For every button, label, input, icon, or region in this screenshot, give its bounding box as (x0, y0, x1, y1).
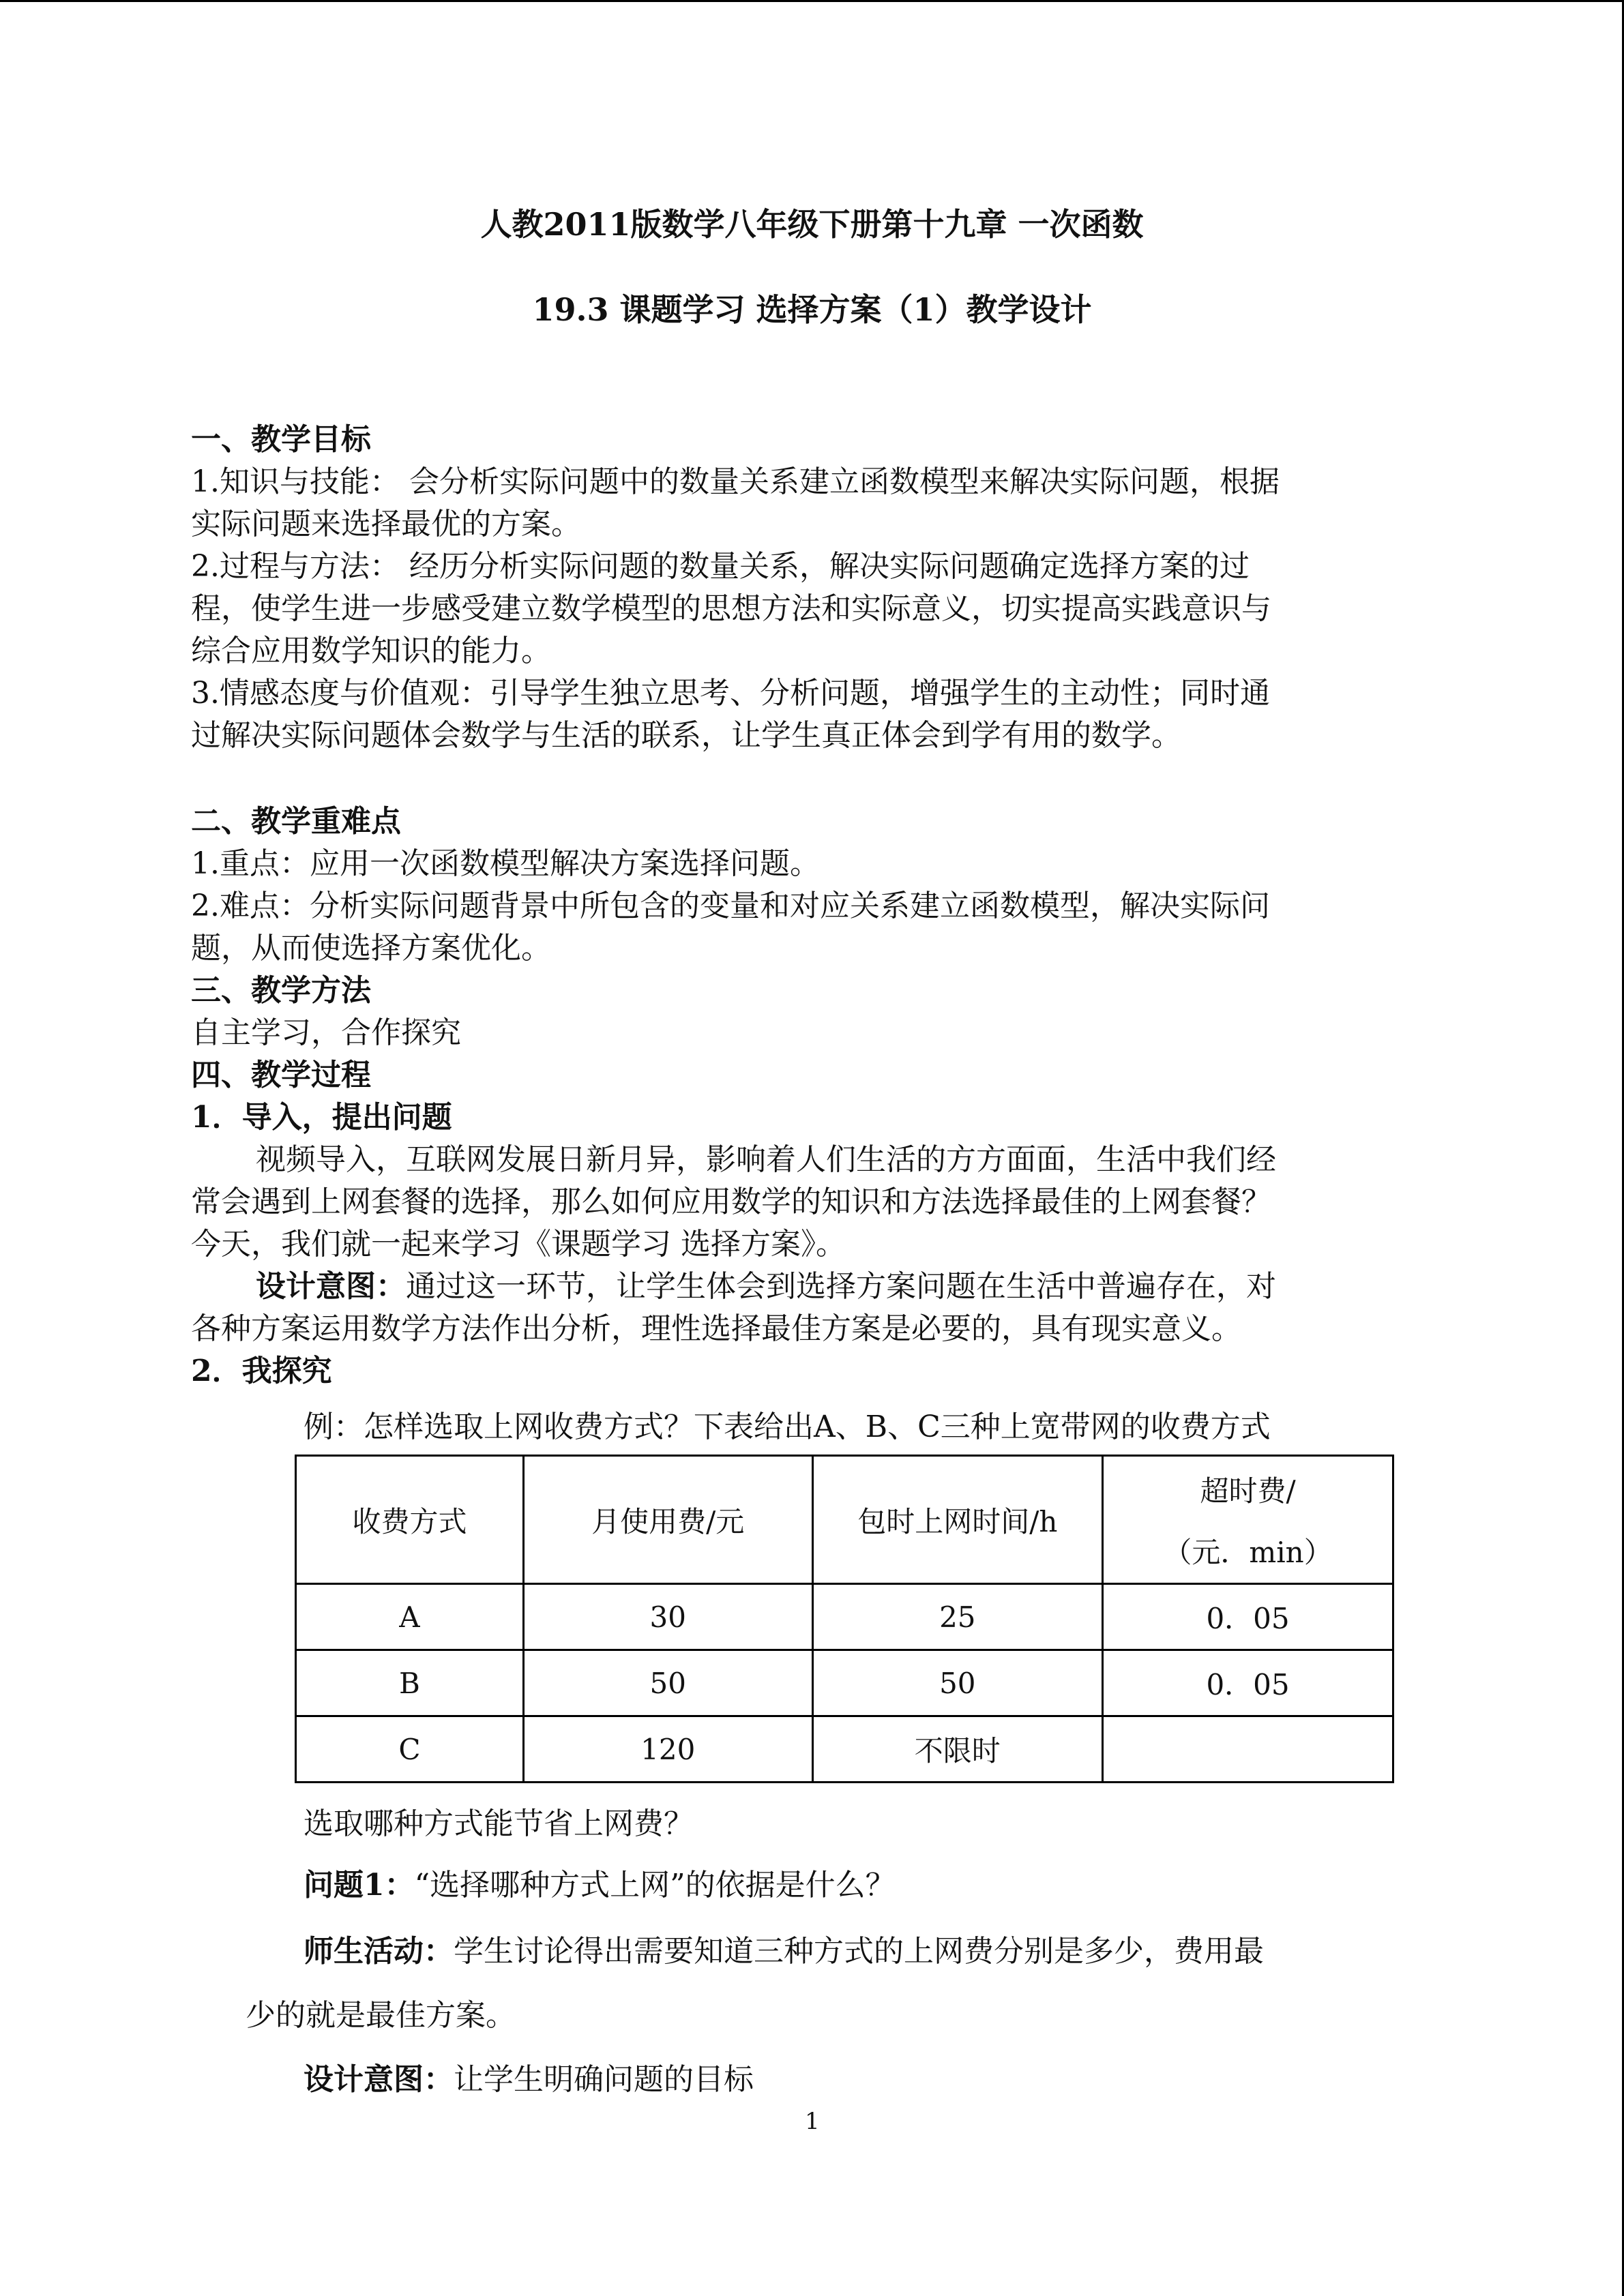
paragraph-line: 2.难点：分析实际问题背景中所包含的变量和对应关系建立函数模型，解决实际问 (191, 889, 1270, 923)
table-cell: 0．05 (1103, 1650, 1393, 1716)
activity-text: 学生讨论得出需要知道三种方式的上网费分别是多少，费用最 (454, 1934, 1264, 1969)
page-number: 1 (805, 2108, 820, 2135)
table-row (296, 1716, 1393, 1783)
table-row (296, 1650, 1393, 1716)
paragraph-line: 过解决实际问题体会数学与生活的联系，让学生真正体会到学有用的数学。 (191, 718, 1181, 753)
design-intent-label: 设计意图： (256, 1269, 406, 1304)
header-overtime-label: 超时费/ (1200, 1474, 1296, 1508)
paragraph-line: 程，使学生进一步感受建立数学模型的思想方法和实际意义，切实提高实践意识与 (191, 591, 1271, 626)
design-intent-line (304, 2055, 754, 2098)
activity-line (304, 1926, 1264, 1970)
table-row (296, 1584, 1393, 1650)
paragraph-line: 各种方案运用数学方法作出分析，理性选择最佳方案是必要的，具有现实意义。 (191, 1311, 1241, 1346)
section-heading: 四、教学过程 (191, 1058, 371, 1092)
paragraph-line: 实际问题来选择最优的方案。 (191, 507, 581, 541)
table-cell: 不限时 (812, 1716, 1103, 1783)
paragraph-line: 1.重点：应用一次函数模型解决方案选择问题。 (191, 846, 820, 881)
table-cell: B (296, 1650, 524, 1716)
table-header-cell: 包时上网时间/h (812, 1456, 1103, 1584)
subsection-heading: 2．我探究 (191, 1354, 332, 1388)
doc-title: 人教2011版数学八年级下册第十九章 一次函数 (480, 206, 1144, 243)
paragraph-line: 常会遇到上网套餐的选择，那么如何应用数学的知识和方法选择最佳的上网套餐？ (191, 1184, 1271, 1219)
paragraph-line: 综合应用数学知识的能力。 (191, 633, 551, 668)
design-intent-text: 通过这一环节，让学生体会到选择方案问题在生活中普遍存在，对 (406, 1269, 1276, 1304)
section-heading: 二、教学重难点 (191, 804, 401, 839)
table-cell: 0．05 (1103, 1584, 1393, 1650)
activity-label: 师生活动： (304, 1934, 454, 1969)
section-heading: 三、教学方法 (191, 973, 371, 1008)
doc-subtitle: 19.3 课题学习 选择方案（1）教学设计 (532, 291, 1092, 328)
problem-line (304, 1860, 896, 1904)
table-cell: C (296, 1716, 524, 1783)
header-overtime-unit: （元．min） (1163, 1535, 1333, 1569)
problem-label: 问题1： (304, 1868, 415, 1903)
design-intent-text: 让学生明确问题的目标 (454, 2062, 754, 2097)
table-cell: 30 (523, 1584, 812, 1650)
paragraph-line: 今天，我们就一起来学习《课题学习 选择方案》。 (191, 1227, 846, 1262)
problem-text: “选择哪种方式上网”的依据是什么？ (414, 1868, 896, 1903)
paragraph-line: 自主学习，合作探究 (191, 1015, 461, 1050)
example-line: 例：怎样选取上网收费方式？下表给出A、B、C三种上宽带网的收费方式 (304, 1410, 1271, 1444)
table-header-cell: 收费方式 (296, 1456, 524, 1584)
fee-table (295, 1455, 1394, 1783)
subsection-heading: 1．导入，提出问题 (191, 1100, 452, 1135)
paragraph-line (256, 1262, 1276, 1305)
section-heading: 一、教学目标 (191, 422, 371, 457)
paragraph-line: 题，从而使选择方案优化。 (191, 931, 551, 966)
paragraph-line: 1.知识与技能： 会分析实际问题中的数量关系建立函数模型来解决实际问题，根据 (191, 464, 1280, 499)
table-cell (1103, 1716, 1393, 1783)
paragraph-line: 3.情感态度与价值观：引导学生独立思考、分析问题，增强学生的主动性；同时通 (191, 676, 1270, 711)
table-header-row (296, 1456, 1393, 1584)
design-intent-label: 设计意图： (304, 2062, 454, 2097)
paragraph-line: 2.过程与方法： 经历分析实际问题的数量关系，解决实际问题确定选择方案的过 (191, 549, 1250, 584)
table-cell: 50 (523, 1650, 812, 1716)
table-header-cell: 月使用费/元 (523, 1456, 812, 1584)
paragraph-line: 视频导入，互联网发展日新月异，影响着人们生活的方方面面，生活中我们经 (256, 1142, 1276, 1177)
table-header-cell (1103, 1456, 1393, 1584)
question-line: 选取哪种方式能节省上网费？ (304, 1806, 694, 1841)
table-cell: 120 (523, 1716, 812, 1783)
table-cell: A (296, 1584, 524, 1650)
paragraph-line: 少的就是最佳方案。 (246, 1998, 516, 2033)
table-cell: 25 (812, 1584, 1103, 1650)
table-cell: 50 (812, 1650, 1103, 1716)
